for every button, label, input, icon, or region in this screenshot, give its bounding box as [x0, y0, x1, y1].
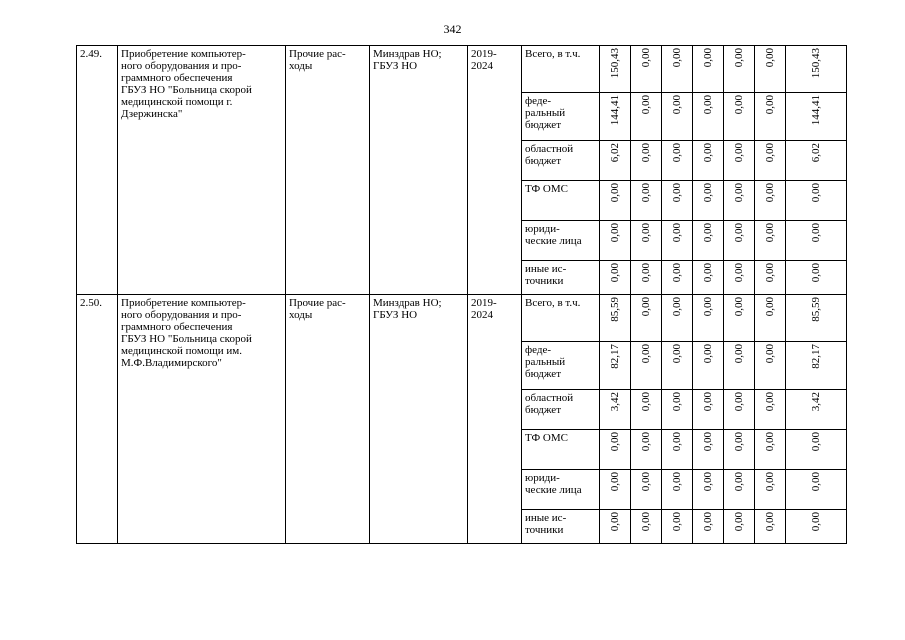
amount-value: 0,00 [670, 392, 683, 412]
amount-value: 0,00 [763, 263, 776, 283]
amount-cell [724, 470, 755, 510]
amount-value: 0,00 [639, 143, 652, 163]
amount-value: 0,00 [608, 512, 621, 532]
amount-cell [724, 181, 755, 221]
period [468, 46, 522, 295]
amount-cell [600, 221, 631, 261]
amount-value: 0,00 [701, 263, 714, 283]
text-line: граммного обеспечения [121, 72, 233, 84]
amount-value: 0,00 [732, 143, 745, 163]
amount-cell [631, 181, 662, 221]
amount-cell [600, 261, 631, 295]
amount-value: 0,00 [809, 223, 822, 243]
text-line: медицинской помощи им. [121, 345, 242, 357]
text-line: иные ис- [525, 512, 567, 524]
amount-value: 0,00 [732, 344, 745, 364]
amount-cell [755, 430, 786, 470]
amount-cell [662, 510, 693, 544]
amount-value: 0,00 [763, 297, 776, 317]
amount-value: 0,00 [732, 48, 745, 68]
amount-cell [631, 390, 662, 430]
amount-value: 0,00 [670, 432, 683, 452]
text-line: Минздрав НО; [373, 48, 442, 60]
amount-value: 0,00 [763, 183, 776, 203]
amount-value: 0,00 [608, 432, 621, 452]
amount-cell [755, 46, 786, 93]
amount-cell [631, 430, 662, 470]
amount-value: 0,00 [809, 183, 822, 203]
text-line: граммного обеспечения [121, 321, 233, 333]
amount-cell [600, 342, 631, 390]
amount-value: 85,59 [608, 297, 621, 322]
amount-value: 0,00 [701, 392, 714, 412]
table-row [77, 46, 847, 93]
amount-value: 85,59 [809, 297, 822, 322]
item-number: 2.49. [77, 46, 118, 295]
amount-cell [724, 93, 755, 141]
amount-value: 0,00 [763, 143, 776, 163]
amount-cell [662, 93, 693, 141]
amount-cell [693, 390, 724, 430]
amount-cell [786, 430, 847, 470]
amount-cell [693, 430, 724, 470]
amount-cell [693, 46, 724, 93]
text-line: областной [525, 143, 574, 155]
text-line: бюджет [525, 368, 561, 380]
amount-value: 0,00 [732, 392, 745, 412]
executor [370, 46, 468, 295]
amount-value: 0,00 [763, 344, 776, 364]
amount-cell [786, 470, 847, 510]
amount-cell [786, 221, 847, 261]
amount-cell [662, 261, 693, 295]
text-line: точники [525, 524, 564, 536]
amount-value: 0,00 [732, 183, 745, 203]
amount-cell [693, 141, 724, 181]
amount-cell [693, 221, 724, 261]
amount-value: 0,00 [732, 472, 745, 492]
table-body [77, 46, 847, 544]
amount-value: 0,00 [639, 95, 652, 115]
text-line: Всего, в т.ч. [525, 48, 581, 60]
amount-cell [631, 510, 662, 544]
amount-cell [600, 470, 631, 510]
amount-cell [600, 181, 631, 221]
amount-value: 0,00 [639, 263, 652, 283]
text-line: ного оборудования и про- [121, 60, 242, 72]
text-line: ходы [289, 309, 313, 321]
amount-value: 3,42 [608, 392, 621, 412]
amount-cell [724, 510, 755, 544]
text-line: медицинской помощи г. [121, 96, 233, 108]
amount-value: 0,00 [763, 512, 776, 532]
text-line: ральный [525, 107, 566, 119]
text-line: 2024 [471, 309, 493, 321]
amount-cell [786, 46, 847, 93]
funding-source [522, 221, 600, 261]
amount-cell [755, 295, 786, 342]
amount-value: 0,00 [701, 223, 714, 243]
amount-value: 144,41 [809, 95, 822, 126]
amount-value: 0,00 [639, 183, 652, 203]
text-line: феде- [525, 344, 552, 356]
amount-cell [755, 141, 786, 181]
amount-cell [631, 46, 662, 93]
amount-cell [600, 295, 631, 342]
amount-cell [786, 342, 847, 390]
amount-value: 0,00 [809, 432, 822, 452]
amount-value: 0,00 [809, 263, 822, 283]
amount-value: 0,00 [732, 297, 745, 317]
funding-source [522, 342, 600, 390]
amount-value: 0,00 [608, 263, 621, 283]
amount-value: 150,43 [809, 48, 822, 79]
text-line: М.Ф.Владимирского" [121, 357, 222, 369]
text-line: ческие лица [525, 484, 582, 496]
amount-value: 0,00 [670, 183, 683, 203]
text-line: точники [525, 275, 564, 287]
amount-cell [755, 261, 786, 295]
funding-source [522, 181, 600, 221]
amount-value: 3,42 [809, 392, 822, 412]
amount-value: 0,00 [809, 512, 822, 532]
amount-cell [693, 470, 724, 510]
funding-source [522, 470, 600, 510]
amount-cell [600, 141, 631, 181]
item-number: 2.50. [77, 295, 118, 544]
funding-source [522, 295, 600, 342]
text-line: 2019- [471, 48, 497, 60]
amount-cell [631, 221, 662, 261]
amount-cell [631, 342, 662, 390]
amount-value: 0,00 [608, 472, 621, 492]
amount-cell [631, 470, 662, 510]
amount-cell [724, 342, 755, 390]
amount-cell [662, 470, 693, 510]
amount-cell [693, 261, 724, 295]
amount-cell [786, 181, 847, 221]
text-line: юриди- [525, 472, 560, 484]
amount-cell [755, 342, 786, 390]
text-line: Минздрав НО; [373, 297, 442, 309]
text-line: ходы [289, 60, 313, 72]
amount-cell [724, 430, 755, 470]
amount-cell [786, 510, 847, 544]
amount-cell [755, 181, 786, 221]
text-line: бюджет [525, 155, 561, 167]
amount-value: 0,00 [732, 432, 745, 452]
amount-value: 0,00 [732, 95, 745, 115]
amount-cell [693, 510, 724, 544]
table-row [77, 295, 847, 342]
page-number: 342 [443, 22, 462, 36]
amount-value: 144,41 [608, 95, 621, 126]
amount-value: 82,17 [809, 344, 822, 369]
amount-cell [755, 390, 786, 430]
funding-source [522, 390, 600, 430]
amount-value: 0,00 [639, 432, 652, 452]
amount-value: 0,00 [608, 183, 621, 203]
amount-cell [786, 261, 847, 295]
amount-value: 0,00 [670, 143, 683, 163]
budget-table [76, 45, 847, 544]
amount-value: 0,00 [732, 512, 745, 532]
amount-cell [662, 342, 693, 390]
amount-cell [631, 141, 662, 181]
text-line: 2024 [471, 60, 493, 72]
amount-value: 0,00 [670, 297, 683, 317]
item-name [118, 295, 286, 544]
amount-value: 0,00 [809, 472, 822, 492]
amount-value: 0,00 [701, 48, 714, 68]
amount-value: 0,00 [670, 48, 683, 68]
amount-value: 0,00 [763, 472, 776, 492]
funding-source [522, 141, 600, 181]
amount-value: 0,00 [608, 223, 621, 243]
text-line: Приобретение компьютер- [121, 48, 246, 60]
amount-cell [662, 141, 693, 181]
amount-value: 0,00 [639, 297, 652, 317]
amount-cell [786, 93, 847, 141]
amount-value: 0,00 [763, 48, 776, 68]
amount-value: 0,00 [639, 392, 652, 412]
text-line: Всего, в т.ч. [525, 297, 581, 309]
text-line: бюджет [525, 119, 561, 131]
funding-source [522, 93, 600, 141]
amount-value: 0,00 [670, 512, 683, 532]
amount-value: 0,00 [763, 95, 776, 115]
amount-cell [755, 221, 786, 261]
text-line: Приобретение компьютер- [121, 297, 246, 309]
amount-cell [724, 390, 755, 430]
item-name [118, 46, 286, 295]
amount-value: 0,00 [701, 297, 714, 317]
funding-source [522, 510, 600, 544]
amount-value: 0,00 [701, 183, 714, 203]
amount-cell [662, 46, 693, 93]
amount-cell [724, 295, 755, 342]
executor [370, 295, 468, 544]
amount-value: 0,00 [732, 263, 745, 283]
amount-cell [662, 221, 693, 261]
amount-value: 0,00 [701, 472, 714, 492]
amount-cell [600, 390, 631, 430]
amount-value: 0,00 [639, 48, 652, 68]
text-line: ГБУЗ НО [373, 309, 418, 321]
amount-cell [693, 93, 724, 141]
amount-value: 82,17 [608, 344, 621, 369]
text-line: ГБУЗ НО "Больница скорой [121, 84, 252, 96]
amount-cell [755, 470, 786, 510]
amount-value: 0,00 [639, 223, 652, 243]
expense-type [286, 295, 370, 544]
text-line: ральный [525, 356, 566, 368]
funding-source [522, 46, 600, 93]
amount-value: 0,00 [670, 472, 683, 492]
amount-value: 0,00 [763, 392, 776, 412]
amount-value: 6,02 [809, 143, 822, 163]
amount-cell [662, 295, 693, 342]
amount-cell [755, 510, 786, 544]
amount-cell [724, 141, 755, 181]
amount-value: 0,00 [763, 432, 776, 452]
amount-cell [724, 261, 755, 295]
amount-cell [724, 46, 755, 93]
amount-value: 0,00 [670, 263, 683, 283]
expense-type [286, 46, 370, 295]
funding-source [522, 430, 600, 470]
text-line: ного оборудования и про- [121, 309, 242, 321]
amount-value: 0,00 [670, 223, 683, 243]
amount-cell [693, 181, 724, 221]
amount-value: 0,00 [763, 223, 776, 243]
amount-cell [662, 181, 693, 221]
text-line: юриди- [525, 223, 560, 235]
text-line: ТФ ОМС [525, 183, 568, 195]
amount-value: 0,00 [670, 95, 683, 115]
amount-cell [631, 93, 662, 141]
text-line: Прочие рас- [289, 48, 346, 60]
text-line: 2019- [471, 297, 497, 309]
text-line: Дзержинска" [121, 108, 183, 120]
text-line: областной [525, 392, 574, 404]
period [468, 295, 522, 544]
amount-cell [631, 261, 662, 295]
amount-value: 0,00 [701, 344, 714, 364]
text-line: иные ис- [525, 263, 567, 275]
amount-cell [662, 390, 693, 430]
amount-value: 0,00 [701, 512, 714, 532]
amount-value: 0,00 [701, 95, 714, 115]
text-line: бюджет [525, 404, 561, 416]
amount-cell [786, 295, 847, 342]
amount-cell [631, 295, 662, 342]
amount-value: 6,02 [608, 143, 621, 163]
amount-cell [693, 295, 724, 342]
amount-cell [600, 510, 631, 544]
amount-cell [786, 390, 847, 430]
amount-cell [786, 141, 847, 181]
amount-value: 0,00 [670, 344, 683, 364]
text-line: феде- [525, 95, 552, 107]
amount-value: 0,00 [639, 512, 652, 532]
amount-cell [662, 430, 693, 470]
amount-value: 0,00 [732, 223, 745, 243]
amount-value: 0,00 [701, 143, 714, 163]
amount-value: 0,00 [639, 344, 652, 364]
amount-cell [693, 342, 724, 390]
amount-value: 150,43 [608, 48, 621, 79]
amount-cell [600, 46, 631, 93]
text-line: ческие лица [525, 235, 582, 247]
amount-cell [600, 430, 631, 470]
text-line: ГБУЗ НО [373, 60, 418, 72]
amount-cell [755, 93, 786, 141]
amount-value: 0,00 [639, 472, 652, 492]
funding-source [522, 261, 600, 295]
text-line: Прочие рас- [289, 297, 346, 309]
amount-cell [724, 221, 755, 261]
amount-cell [600, 93, 631, 141]
text-line: ГБУЗ НО "Больница скорой [121, 333, 252, 345]
text-line: ТФ ОМС [525, 432, 568, 444]
amount-value: 0,00 [701, 432, 714, 452]
